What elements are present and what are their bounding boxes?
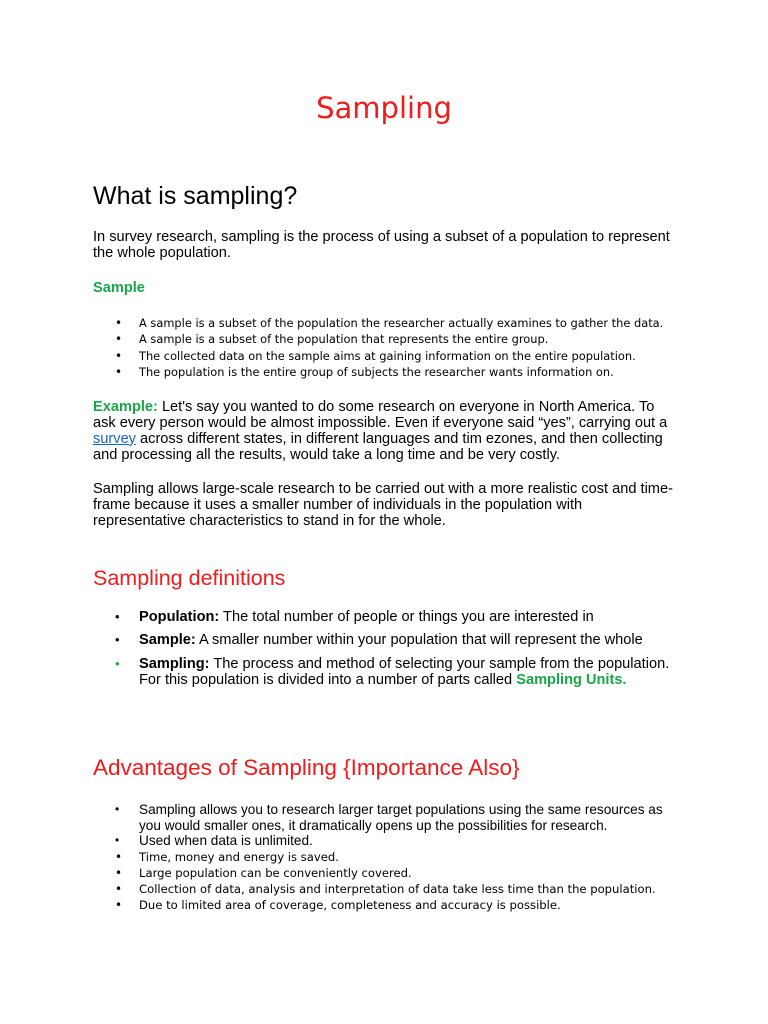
advantages-list — [93, 802, 683, 913]
survey-link[interactable]: survey — [93, 431, 136, 447]
list-item: • Sample: A smaller number within your population that will represent the whole — [115, 632, 643, 649]
bullet-icon: • — [115, 865, 123, 880]
bullet-icon: • — [115, 849, 123, 864]
list-item: • Sampling: The process and method of selecting your sample from the population. For this population is divided into a number of parts called Sampling Units. — [115, 655, 670, 688]
bullet-icon: • — [115, 332, 123, 347]
bullet-icon: • — [115, 348, 123, 363]
bullet-icon: • — [115, 833, 120, 847]
page-title: Sampling — [316, 91, 452, 125]
bullet-icon: • — [115, 655, 120, 671]
list-item: • A sample is a subset of the population the researcher actually examines to gather the data. — [115, 316, 664, 330]
heading-sampling-definitions: Sampling definitions — [93, 566, 286, 590]
example-paragraph: Example: Let's say you wanted to do some research on everyone in North America. To ask every person would be almost impossible. Even if everyone said “yes”, carrying out a survey across different states, in different languages and tim ezones, and then collecting and processing all the results, would take a long time and be very costly. — [93, 399, 668, 463]
list-item: • Due to limited area of coverage, completeness and accuracy is possible. — [115, 897, 561, 912]
sampling-units-term: Sampling Units. — [516, 671, 627, 688]
list-item: • The collected data on the sample aims at gaining information on the entire population. — [115, 348, 636, 363]
list-item: • A sample is a subset of the population that represents the entire group. — [115, 332, 549, 347]
list-item: • Time, money and energy is saved. — [115, 849, 339, 864]
heading-what-is-sampling: What is sampling? — [93, 182, 298, 210]
intro-paragraph: In survey research, sampling is the process of using a subset of a population to represent the whole population. — [93, 229, 670, 261]
sampling-paragraph: Sampling allows large-scale research to be carried out with a more realistic cost and time-frame because it uses a smaller number of individuals in the population with representative characteristics to stand in for the whole. — [93, 481, 673, 529]
list-item: • Used when data is unlimited. — [115, 833, 313, 848]
list-item: • Sampling allows you to research larger target populations using the same resources as you would smaller ones, it dramatically opens up the possibilities for research. — [115, 802, 663, 833]
sample-list — [93, 315, 693, 380]
bullet-icon: • — [115, 881, 123, 896]
bullet-icon: • — [115, 802, 120, 816]
heading-advantages: Advantages of Sampling {Importance Also} — [93, 755, 520, 780]
list-item: • Population: The total number of people or things you are interested in — [115, 609, 594, 625]
bullet-icon: • — [115, 364, 123, 379]
definitions-list — [93, 609, 683, 688]
bullet-icon: • — [115, 316, 123, 330]
bullet-icon: • — [115, 897, 123, 912]
bullet-icon: • — [115, 609, 120, 624]
example-label: Example: — [93, 399, 158, 415]
bullet-icon: • — [115, 632, 120, 648]
list-item: • Collection of data, analysis and interpretation of data take less time than the population. — [115, 881, 656, 896]
sample-heading: Sample — [93, 280, 145, 296]
list-item: • The population is the entire group of subjects the researcher wants information on. — [115, 364, 614, 379]
list-item: • Large population can be conveniently covered. — [115, 865, 412, 880]
